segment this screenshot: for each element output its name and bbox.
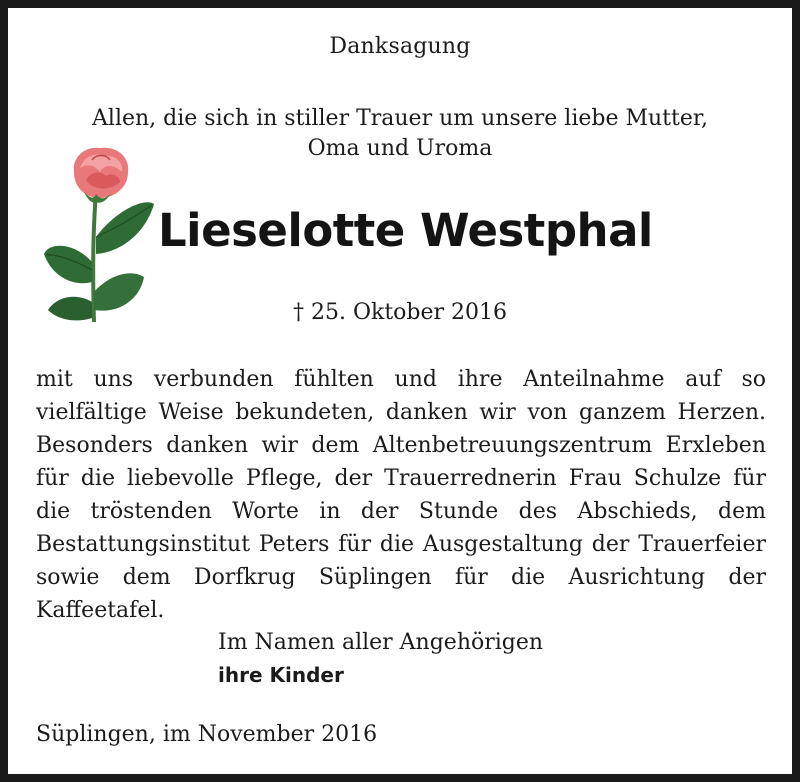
signoff [218, 626, 543, 692]
rose-icon [34, 142, 164, 322]
signoff-line-1: Im Namen aller Angehörigen [218, 630, 544, 655]
body-text: mit uns verbunden fühlten und ihre Anteilnahme auf so vielfältige Weise bekundeten, danken wir von ganzem Herzen. Besonders danken wir dem Altenbetreuungszentrum Erxleben für die liebevolle Pflege, der Trauerrednerin Frau Schulze für die tröstenden Worte in der Stunde des Abschieds, dem Bestattungsinstitut Peters für die Ausgestaltung der Trauerfeier sowie dem Dorfkrug Süplingen für die Ausrichtung der Kaffeetafel. [36, 367, 766, 623]
intro-line-1: Allen, die sich in stiller Trauer um unsere liebe Mutter, [92, 106, 708, 131]
deceased-name: Lieselotte Westphal [158, 204, 653, 257]
death-date: † 25. Oktober 2016 [292, 300, 508, 325]
heading: Danksagung [329, 34, 471, 59]
place-date: Süplingen, im November 2016 [36, 722, 378, 747]
signoff-line-2: ihre Kinder [218, 663, 344, 687]
intro-line-2: Oma und Uroma [307, 136, 493, 161]
